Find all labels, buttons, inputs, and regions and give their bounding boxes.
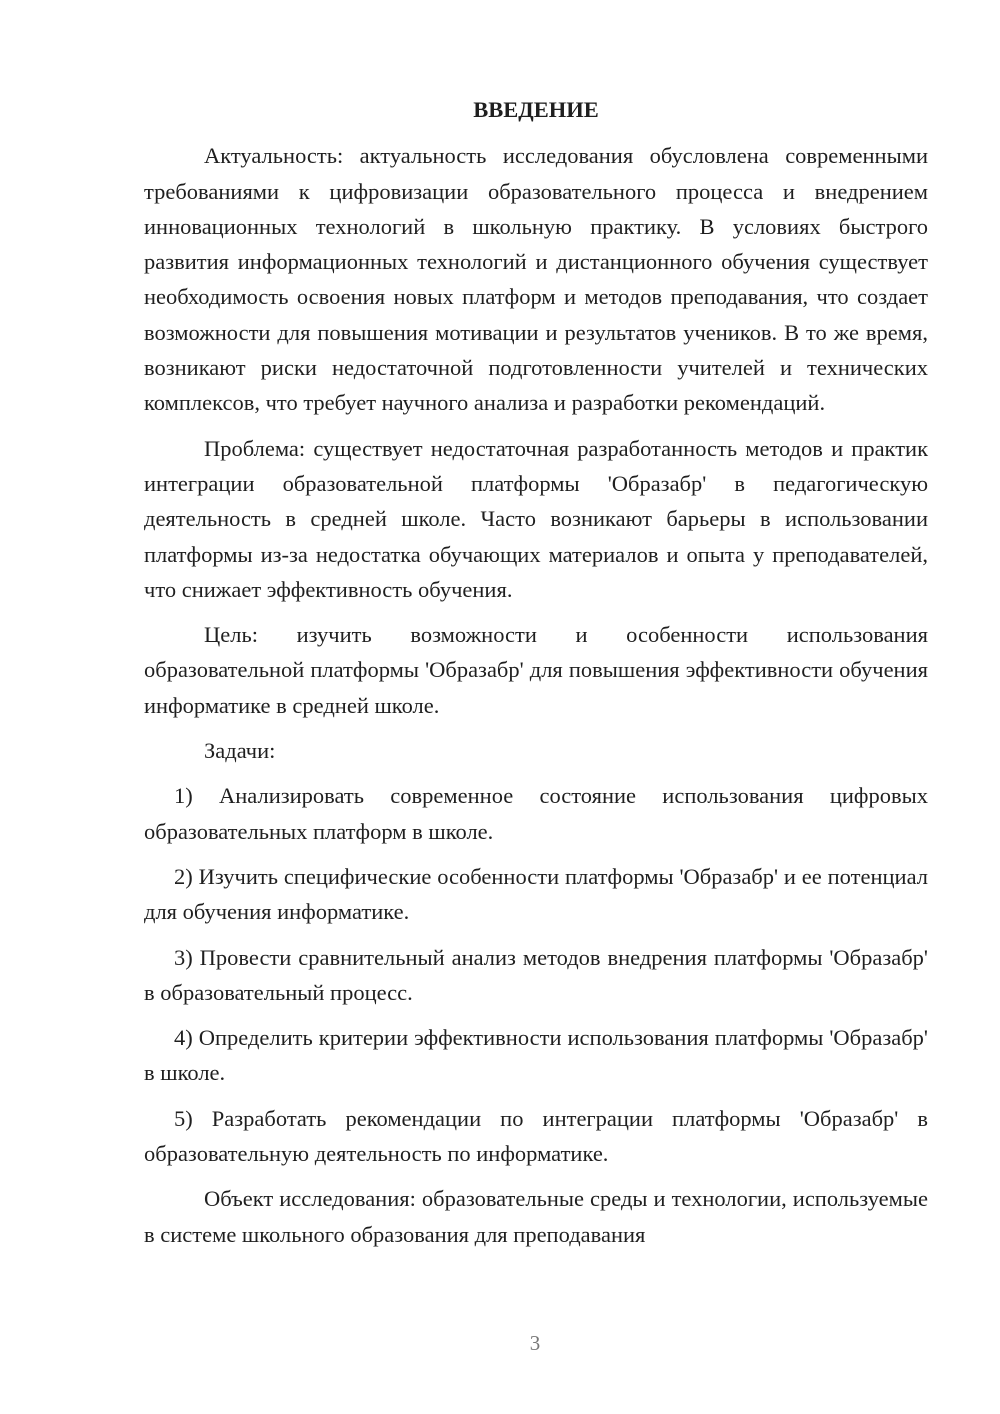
paragraph-problem: Проблема: существует недостаточная разработанность методов и практик интеграции образовательной платформы 'Образабр' в педагогическую деятельность в средней школе. Часто возникают барьеры в использовании платформы из-за недостатка обучающих материалов и опыта у преподавателей, что снижает эффективность обучения. [144,435,928,602]
task-item: 3) Провести сравнительный анализ методов внедрения платформы 'Образабр' в образовательный процесс. [144,944,928,1005]
page-number: 3 [529,1331,541,1355]
section-heading: ВВЕДЕНИЕ [473,97,599,122]
task-item: 2) Изучить специфические особенности платформы 'Образабр' и ее потенциал для обучения информатике. [144,863,928,925]
paragraph-object: Объект исследования: образовательные среды и технологии, используемые в системе школьного образования для преподавания [144,1186,928,1247]
task-item: 5) Разработать рекомендации по интеграции платформы 'Образабр' в образовательную деятельность по информатике. [144,1105,928,1167]
tasks-heading: Задачи: [204,738,276,764]
paragraph-relevance: Актуальность: актуальность исследования обусловлена современными требованиями к цифровизации образовательного процесса и внедрением инновационных технологий в школьную практику. В условиях быстрого развития информационных технологий и дистанционного обучения существует необходимость освоения новых платформ и методов преподавания, что создает возможности для повышения мотивации и результатов учеников. В то же время, возникают риски недостаточной подготовленности учителей и технических комплексов, что требует научного анализа и разработки рекомендаций. [144,143,928,416]
page-body [144,92,928,1252]
paragraph-goal: Цель: изучить возможности и особенности использования образовательной платформы 'Образабр' для повышения эффективности обучения информатике в средней школе. [144,622,928,718]
task-item: 1) Анализировать современное состояние использования цифровых образовательных платформ в школе. [144,783,928,844]
task-item: 4) Определить критерии эффективности использования платформы 'Образабр' в школе. [144,1025,928,1086]
